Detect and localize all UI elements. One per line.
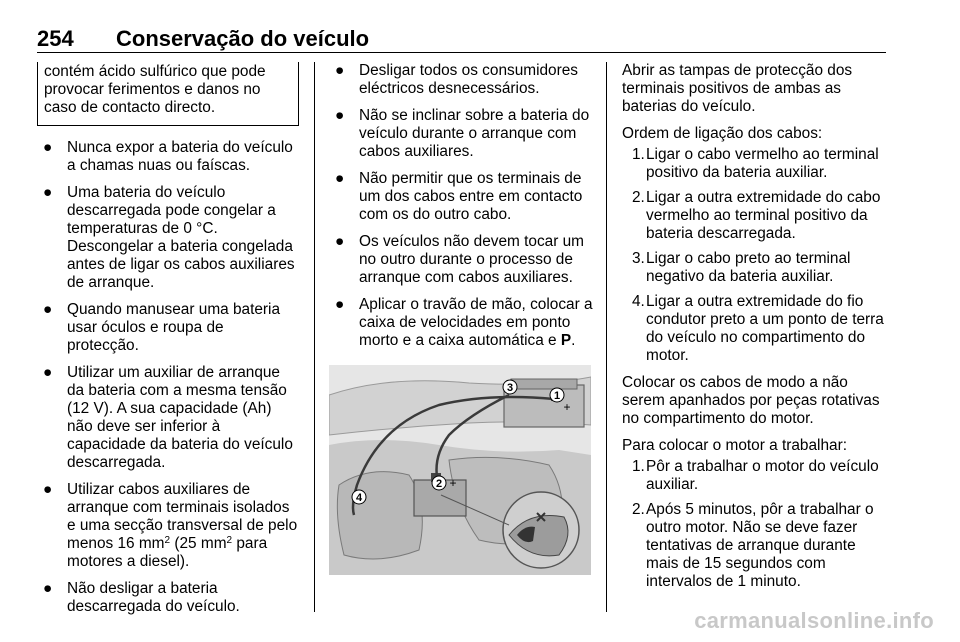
figure-label-2: 2 bbox=[435, 478, 443, 490]
numbered-step: 4. Ligar a outra extremidade do fio condutor preto a um ponto de terra do veículo no compartimento do motor. bbox=[632, 293, 884, 364]
numbered-step: 1. Pôr a trabalhar o motor do veículo auxiliar. bbox=[632, 458, 879, 493]
figure-label-4: 4 bbox=[355, 492, 363, 504]
step-text: Pôr a trabalhar o motor do veículo auxiliar. bbox=[646, 458, 879, 493]
numbered-step: 3. Ligar o cabo preto ao terminal negativo da bateria auxiliar. bbox=[632, 250, 851, 285]
bullet-icon: ● bbox=[335, 233, 345, 250]
bullet-icon: ● bbox=[43, 364, 53, 381]
bullet-item bbox=[329, 296, 593, 350]
bullet-icon: ● bbox=[43, 301, 53, 318]
svg-text:+: + bbox=[563, 400, 571, 414]
bullet-text: Utilizar um auxiliar de arranque da bateria com a mesma tensão (12 V). A sua capacidade (Ah) não deve ser inferior à capacidade da bateria do veículo descarregada. bbox=[67, 364, 293, 471]
bullet-icon: ● bbox=[43, 481, 53, 498]
bullet-item bbox=[329, 233, 593, 287]
bullet-icon: ● bbox=[335, 62, 345, 79]
watermark: carmanualsonline.info bbox=[694, 608, 934, 633]
step-text: Ligar o cabo vermelho ao terminal positivo da bateria auxiliar. bbox=[646, 146, 879, 181]
column-divider-2 bbox=[606, 62, 607, 612]
numbered-step: 2. Ligar a outra extremidade do cabo vermelho ao terminal positivo da bateria descarregada. bbox=[632, 189, 881, 242]
bullet-icon: ● bbox=[335, 296, 345, 313]
routing-paragraph: Colocar os cabos de modo a não serem apanhados por peças rotativas no compartimento do motor. bbox=[622, 374, 880, 427]
jump-start-illustration bbox=[329, 365, 591, 575]
bullet-text: Não permitir que os terminais de um dos cabos entre em contacto com os do outro cabo. bbox=[359, 170, 583, 223]
bullet-item bbox=[37, 139, 299, 175]
bullet-text: Uma bateria do veículo descarregada pode congelar a temperaturas de 0 °C. Descongelar a bateria congelada antes de ligar os cabos auxiliares de arranque. bbox=[67, 184, 295, 291]
warning-box bbox=[37, 62, 299, 126]
numbered-step: 2. Após 5 minutos, pôr a trabalhar o outro motor. Não se deve fazer tentativas de arranque durante mais de 15 segundos com intervalos de 1 minuto. bbox=[632, 501, 874, 590]
svg-text:+: + bbox=[449, 476, 457, 490]
step-text: Ligar o cabo preto ao terminal negativo da bateria auxiliar. bbox=[646, 250, 851, 285]
bullet-item bbox=[37, 184, 299, 292]
bullet-item bbox=[329, 170, 593, 224]
step-text: Ligar a outra extremidade do fio condutor preto a um ponto de terra do veículo no compartimento do motor. bbox=[646, 293, 884, 364]
engine-bay-drawing bbox=[329, 365, 591, 575]
section-title: Conservação do veículo bbox=[116, 26, 370, 51]
start-heading: Para colocar o motor a trabalhar: bbox=[622, 437, 847, 454]
warning-text: contém ácido sulfúrico que pode provocar ferimentos e danos no caso de contacto directo. bbox=[44, 63, 266, 116]
numbered-step: 1. Ligar o cabo vermelho ao terminal positivo da bateria auxiliar. bbox=[632, 146, 879, 181]
bullet-text: Os veículos não devem tocar um no outro durante o processo de arranque com cabos auxiliares. bbox=[359, 233, 584, 286]
bullet-item bbox=[37, 580, 299, 616]
column-1 bbox=[37, 62, 299, 625]
bullet-text: Não se inclinar sobre a bateria do veículo durante o arranque com cabos auxiliares. bbox=[359, 107, 590, 160]
bullet-text: Não desligar a bateria descarregada do veículo. bbox=[67, 580, 240, 615]
bullet-item bbox=[329, 62, 593, 98]
figure-label-3: 3 bbox=[506, 382, 514, 394]
page-header bbox=[37, 26, 886, 53]
column-2 bbox=[329, 62, 593, 575]
figure-label-1: 1 bbox=[553, 390, 561, 402]
bullet-text: Quando manusear uma bateria usar óculos e roupa de protecção. bbox=[67, 301, 281, 354]
bullet-icon: ● bbox=[43, 580, 53, 597]
page-number: 254 bbox=[37, 26, 74, 51]
bullet-text: Desligar todos os consumidores eléctricos desnecessários. bbox=[359, 62, 578, 97]
bullet-item bbox=[37, 301, 299, 355]
bullet-item bbox=[329, 107, 593, 161]
bullet-text: Nunca expor a bateria do veículo a chamas nuas ou faíscas. bbox=[67, 139, 293, 174]
step-text: Ligar a outra extremidade do cabo vermelho ao terminal positivo da bateria descarregada. bbox=[646, 189, 881, 242]
bullet-item bbox=[37, 364, 299, 472]
bullet-text: Utilizar cabos auxiliares de arranque com terminais isolados e uma secção transversal de pelo menos 16 $mm^2$ (25 $mm^2$ para motores a diesel). bbox=[67, 481, 298, 570]
bullet-icon: ● bbox=[43, 184, 53, 201]
bullet-icon: ● bbox=[43, 139, 53, 156]
column-3 bbox=[622, 62, 888, 598]
order-heading: Ordem de ligação dos cabos: bbox=[622, 125, 823, 142]
column-divider-1 bbox=[314, 62, 315, 612]
intro-paragraph: Abrir as tampas de protecção dos terminais positivos de ambas as baterias do veículo. bbox=[622, 62, 853, 115]
bullet-icon: ● bbox=[335, 170, 345, 187]
step-text: Após 5 minutos, pôr a trabalhar o outro motor. Não se deve fazer tentativas de arranque durante mais de 15 segundos com intervalos de 1 minuto. bbox=[646, 501, 874, 590]
bullet-icon: ● bbox=[335, 107, 345, 124]
bullet-text: Aplicar o travão de mão, colocar a caixa de velocidades em ponto morto e a caixa automática e P. bbox=[359, 296, 593, 349]
bullet-item bbox=[37, 481, 299, 571]
